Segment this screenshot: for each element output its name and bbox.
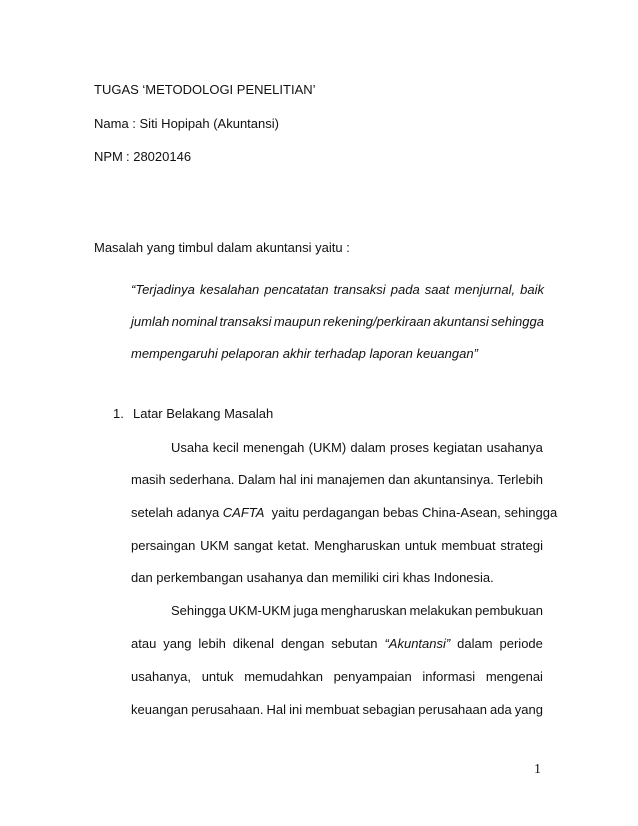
paragraph-2-line-4: keuangan perusahaan. Hal ini membuat sebagian perusahaan ada yang	[131, 702, 543, 717]
problem-quote-line-2: jumlah nominal transaksi maupun rekening/perkiraan akuntansi sehingga	[131, 314, 544, 329]
npm-label: NPM	[94, 149, 123, 164]
paragraph-2-line-3: usahanya, untuk memudahkan penyampaian informasi mengenai	[131, 669, 543, 684]
paragraph-1-line-4: persaingan UKM sangat ketat. Mengharuskan untuk membuat strategi	[131, 538, 543, 553]
document-title: TUGAS ‘METODOLOGI PENELITIAN’	[94, 82, 316, 97]
problem-quote-line-3: mempengaruhi pelaporan akhir terhadap laporan keuangan”	[131, 346, 478, 361]
paragraph-2-line-2: atau yang lebih dikenal dengan sebutan “Akuntansi” dalam periode	[131, 636, 543, 651]
problem-quote-line-1: “Terjadinya kesalahan pencatatan transaksi pada saat menjurnal, baik	[131, 282, 544, 297]
paragraph-1-line-3: setelah adanya CAFTA yaitu perdagangan bebas China-Asean, sehingga	[131, 505, 558, 520]
npm-value: : 28020146	[126, 149, 192, 164]
cafta-term: CAFTA	[222, 505, 265, 520]
paragraph-2-line-1: Sehingga UKM-UKM juga mengharuskan melakukan pembukuan	[171, 603, 543, 618]
section-heading: Latar Belakang Masalah	[133, 406, 274, 421]
paragraph-1-line-1: Usaha kecil menengah (UKM) dalam proses kegiatan usahanya	[171, 440, 543, 455]
page-number: 1	[534, 762, 541, 777]
paragraph-1-line-5: dan perkembangan usahanya dan memiliki ciri khas Indonesia.	[131, 570, 494, 585]
section-number: 1.	[113, 406, 124, 421]
problem-intro: Masalah yang timbul dalam akuntansi yaitu :	[94, 240, 350, 255]
akuntansi-term: “Akuntansi”	[384, 636, 451, 651]
student-name: Nama : Siti Hopipah (Akuntansi)	[94, 116, 279, 131]
paragraph-1-line-2: masih sederhana. Dalam hal ini manajemen dan akuntansinya. Terlebih	[131, 472, 543, 487]
